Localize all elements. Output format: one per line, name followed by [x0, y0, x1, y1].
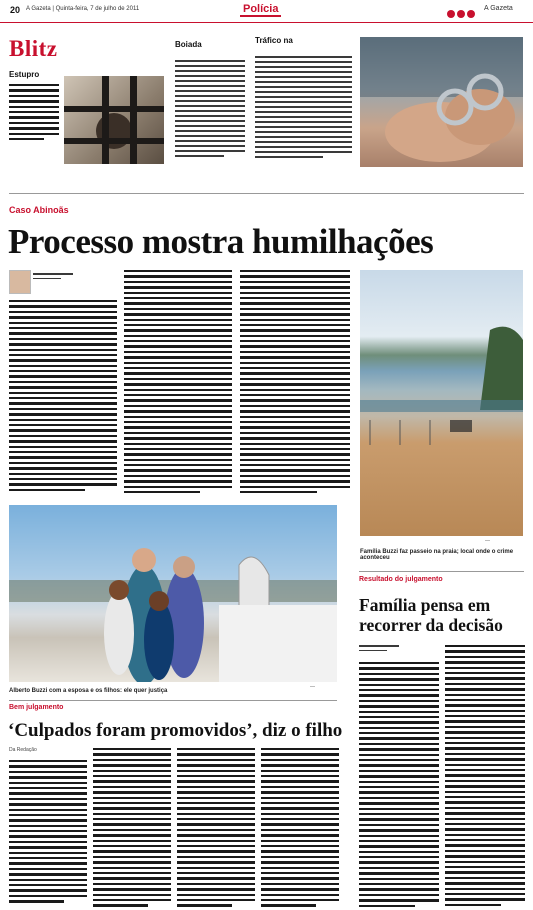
side-col1-text: [359, 662, 439, 910]
side-kicker: Resultado do julgamento: [359, 576, 443, 583]
dateline: A Gazeta | Quinta-feira, 7 de julho de 2011: [26, 6, 140, 12]
bottom-headline: ‘Culpados foram promovidos’, diz o filho: [8, 720, 343, 741]
main-col3-text: [240, 270, 350, 496]
beach-photo-credit: —: [485, 538, 490, 544]
main-headline: Processo mostra humilhações: [8, 222, 434, 261]
blitz-col1-text: [9, 84, 59, 143]
author-avatar: [9, 270, 31, 294]
blitz-col2-heading: Boiada: [175, 40, 202, 49]
blitz-col2-text: [175, 60, 245, 160]
main-col2-text: [124, 270, 232, 496]
twitter-icon[interactable]: [457, 10, 465, 18]
bottom-col1-text: [9, 760, 87, 906]
jail-bars-photo: [64, 76, 164, 164]
author-byline: [33, 273, 73, 282]
main-kicker: Caso Abinoãs: [9, 205, 69, 215]
beach-photo-caption: Família Buzzi faz passeio na praia; local onde o crime aconteceu: [360, 549, 514, 561]
page-number: 20: [10, 5, 21, 15]
blitz-col1-heading: Estupro: [9, 70, 40, 79]
side-headline: Família pensa em recorrer da decisão: [359, 595, 503, 635]
bottom-byline: Da Redação: [9, 747, 37, 753]
newspaper-logo: A Gazeta: [484, 5, 513, 12]
section-divider: [9, 193, 524, 194]
side-byline: [359, 645, 399, 654]
bottom-col4-text: [261, 748, 339, 910]
social-icons: [447, 5, 477, 23]
family-photo-caption: Alberto Buzzi com a esposa e os filhos: ele quer justiça: [9, 688, 168, 694]
beach-photo: [360, 270, 523, 536]
bottom-divider: [9, 700, 337, 701]
rss-icon[interactable]: [467, 10, 475, 18]
blitz-col3-text: [255, 56, 352, 161]
side-col2-text: [445, 645, 525, 909]
section-tab[interactable]: Polícia: [240, 3, 281, 17]
side-divider: [359, 571, 524, 572]
bottom-col3-text: [177, 748, 255, 910]
blitz-col3-heading: Tráfico na: [255, 36, 293, 45]
family-photo-credit: —: [310, 684, 315, 690]
bottom-col2-text: [93, 748, 171, 910]
facebook-icon[interactable]: [447, 10, 455, 18]
handcuffs-photo: [360, 37, 523, 167]
bottom-kicker: Bem julgamento: [9, 704, 64, 711]
family-photo: [9, 505, 337, 682]
main-col1-text: [9, 300, 117, 494]
blitz-title: Blitz: [9, 36, 58, 61]
